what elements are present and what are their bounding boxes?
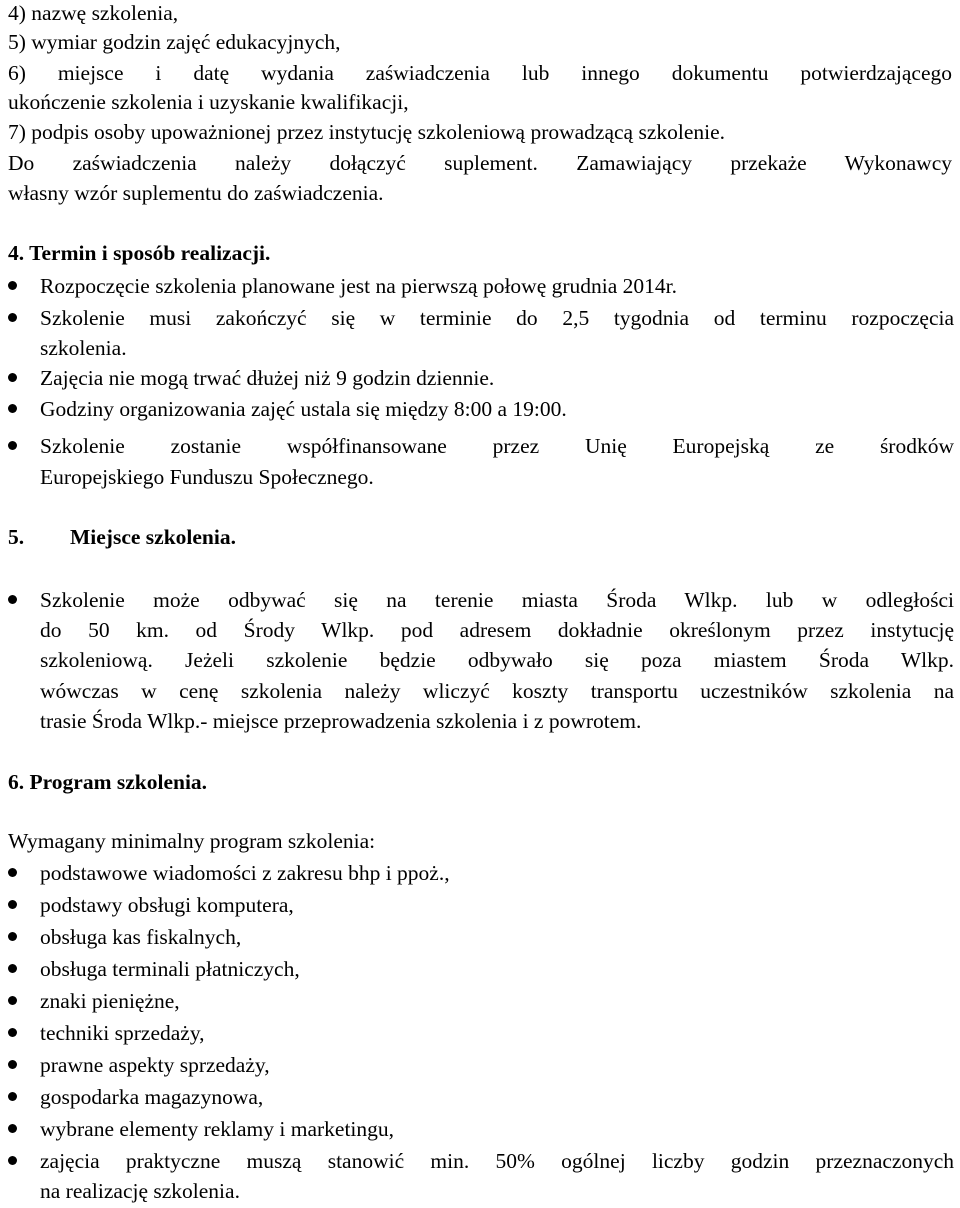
bullet-icon [8,373,17,382]
section-heading-program: 6. Program szkolenia. [8,770,208,794]
bullet-text-cont: szkoleniową. Jeżeli szkolenie będzie odbywało się poza miastem Środa Wlkp. [40,648,954,672]
program-item: znaki pieniężne, [40,989,180,1013]
section-heading-schedule: 4. Termin i sposób realizacji. [8,241,271,265]
supplement-paragraph-cont: własny wzór suplementu do zaświadczenia. [8,181,384,205]
program-item: zajęcia praktyczne muszą stanowić min. 50% ogólnej liczby godzin przeznaczonych [40,1149,954,1173]
bullet-icon [8,932,17,941]
section-heading-number: 5. [8,525,25,549]
bullet-text: Zajęcia nie mogą trwać dłużej niż 9 godzin dziennie. [40,366,495,390]
bullet-icon [8,595,17,604]
list-item-place-date: 6) miejsce i datę wydania zaświadczenia lub innego dokumentu potwierdzającego [8,61,952,85]
bullet-icon [8,441,17,450]
program-intro: Wymagany minimalny program szkolenia: [8,829,376,853]
bullet-icon [8,868,17,877]
bullet-icon [8,1124,17,1133]
bullet-text-cont: Europejskiego Funduszu Społecznego. [40,465,374,489]
bullet-icon [8,281,17,290]
bullet-text-cont: wówczas w cenę szkolenia należy wliczyć koszty transportu uczestników szkolenia na [40,679,954,703]
bullet-text-cont: do 50 km. od Środy Wlkp. pod adresem dokładnie określonym przez instytucję [40,618,954,642]
bullet-text-cont: trasie Środa Wlkp.- miejsce przeprowadzenia szkolenia i z powrotem. [40,709,642,733]
program-item: wybrane elementy reklamy i marketingu, [40,1117,395,1141]
bullet-icon [8,1028,17,1037]
program-item-cont: na realizację szkolenia. [40,1179,240,1203]
section-heading-place: Miejsce szkolenia. [70,525,236,549]
program-item: techniki sprzedaży, [40,1021,205,1045]
bullet-icon [8,964,17,973]
bullet-icon [8,1060,17,1069]
bullet-icon [8,404,17,413]
list-item-name: 4) nazwę szkolenia, [8,1,179,25]
program-item: obsługa kas fiskalnych, [40,925,242,949]
program-item: podstawy obsługi komputera, [40,893,294,917]
list-item-signature: 7) podpis osoby upoważnionej przez instytucję szkoleniową prowadzącą szkolenie. [8,120,726,144]
program-item: prawne aspekty sprzedaży, [40,1053,270,1077]
program-item: podstawowe wiadomości z zakresu bhp i ppoż., [40,861,450,885]
bullet-text: Rozpoczęcie szkolenia planowane jest na pierwszą połowę grudnia 2014r. [40,274,678,298]
bullet-text: Szkolenie musi zakończyć się w terminie do 2,5 tygodnia od terminu rozpoczęcia [40,306,954,330]
bullet-text-cont: szkolenia. [40,336,127,360]
list-item-place-date-cont: ukończenie szkolenia i uzyskanie kwalifikacji, [8,90,409,114]
bullet-text: Szkolenie może odbywać się na terenie miasta Środa Wlkp. lub w odległości [40,588,954,612]
bullet-icon [8,996,17,1005]
bullet-text: Godziny organizowania zajęć ustala się między 8:00 a 19:00. [40,397,567,421]
bullet-icon [8,1156,17,1165]
bullet-text: Szkolenie zostanie współfinansowane przez Unię Europejską ze środków [40,434,954,458]
program-item: obsługa terminali płatniczych, [40,957,300,981]
bullet-icon [8,1092,17,1101]
bullet-icon [8,313,17,322]
bullet-icon [8,900,17,909]
supplement-paragraph: Do zaświadczenia należy dołączyć suplement. Zamawiający przekaże Wykonawcy [8,151,952,175]
program-item: gospodarka magazynowa, [40,1085,264,1109]
list-item-hours: 5) wymiar godzin zajęć edukacyjnych, [8,30,341,54]
